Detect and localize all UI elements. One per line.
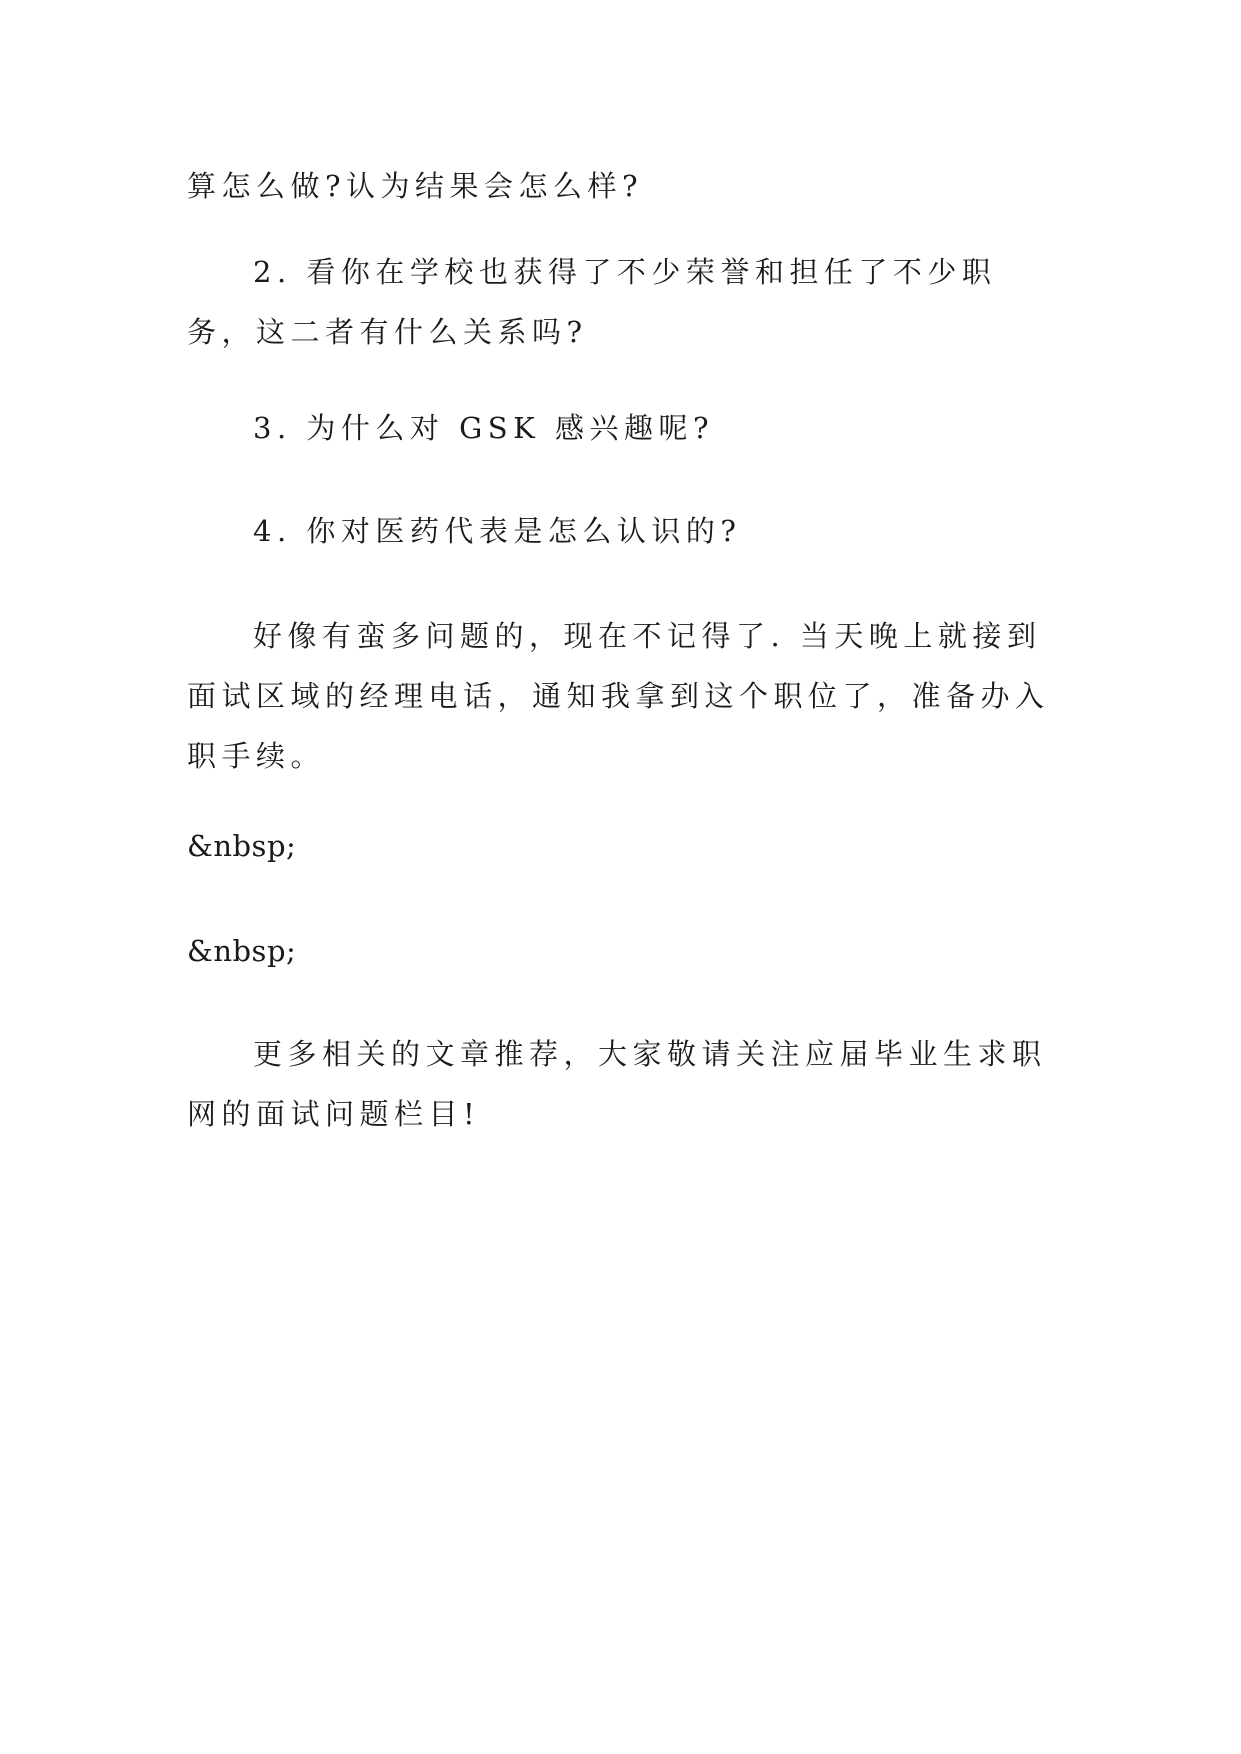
paragraph-continuation: 算怎么做?认为结果会怎么样? bbox=[187, 169, 644, 203]
paragraph-nbsp-1: &nbsp; bbox=[187, 829, 297, 863]
paragraph-recommendation: 更多相关的文章推荐，大家敬请关注应届毕业生求职网的面试问题栏目! bbox=[187, 1037, 1047, 1131]
paragraph-nbsp-2: &nbsp; bbox=[187, 934, 297, 968]
paragraph-question-3: 3. 为什么对 GSK 感兴趣呢? bbox=[253, 411, 715, 445]
paragraph-question-2: 2. 看你在学校也获得了不少荣誉和担任了不少职务，这二者有什么关系吗? bbox=[187, 255, 997, 349]
paragraph-question-4: 4. 你对医药代表是怎么认识的? bbox=[253, 514, 742, 548]
paragraph-result: 好像有蛮多问题的，现在不记得了. 当天晚上就接到面试区域的经理电话，通知我拿到这个职位了，准备办入职手续。 bbox=[187, 619, 1050, 773]
